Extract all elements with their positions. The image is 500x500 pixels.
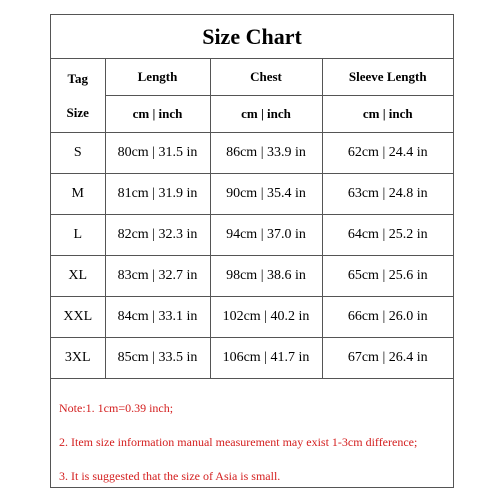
- sleeve-cell: 67cm | 26.4 in: [322, 338, 453, 379]
- sleeve-cell: 62cm | 24.4 in: [322, 133, 453, 174]
- chest-header: Chest: [210, 59, 322, 96]
- notes-section: [51, 385, 453, 489]
- chest-unit: cm | inch: [210, 96, 322, 133]
- length-cell: 84cm | 33.1 in: [105, 297, 210, 338]
- table-row: [51, 338, 453, 379]
- table-row: [51, 297, 453, 338]
- size-cell: S: [51, 133, 105, 174]
- chest-cell: 90cm | 35.4 in: [210, 174, 322, 215]
- header-row: [51, 59, 453, 96]
- size-cell: L: [51, 215, 105, 256]
- note-3: 3. It is suggested that the size of Asia is small.: [59, 469, 281, 483]
- size-cell: 3XL: [51, 338, 105, 379]
- note-2: 2. Item size information manual measurement may exist 1-3cm difference;: [59, 435, 418, 449]
- sleeve-cell: 66cm | 26.0 in: [322, 297, 453, 338]
- chest-cell: 86cm | 33.9 in: [210, 133, 322, 174]
- size-cell: XL: [51, 256, 105, 297]
- sleeve-length-header: Sleeve Length: [322, 59, 453, 96]
- length-header: Length: [105, 59, 210, 96]
- sleeve-cell: 63cm | 24.8 in: [322, 174, 453, 215]
- sleeve-unit: cm | inch: [322, 96, 453, 133]
- note-1: Note:1. 1cm=0.39 inch;: [59, 401, 174, 415]
- chest-cell: 98cm | 38.6 in: [210, 256, 322, 297]
- tag-label: Tag: [67, 70, 88, 86]
- size-table: [51, 59, 453, 379]
- size-cell: M: [51, 174, 105, 215]
- size-chart-frame: [50, 14, 454, 488]
- table-row: [51, 133, 453, 174]
- length-cell: 83cm | 32.7 in: [105, 256, 210, 297]
- size-cell: XXL: [51, 297, 105, 338]
- chest-cell: 94cm | 37.0 in: [210, 215, 322, 256]
- length-cell: 80cm | 31.5 in: [105, 133, 210, 174]
- chest-cell: 106cm | 41.7 in: [210, 338, 322, 379]
- length-unit: cm | inch: [105, 96, 210, 133]
- chart-title: Size Chart: [51, 15, 453, 59]
- length-cell: 82cm | 32.3 in: [105, 215, 210, 256]
- sleeve-cell: 64cm | 25.2 in: [322, 215, 453, 256]
- sleeve-cell: 65cm | 25.6 in: [322, 256, 453, 297]
- size-label: Size: [66, 104, 89, 120]
- length-cell: 85cm | 33.5 in: [105, 338, 210, 379]
- chest-cell: 102cm | 40.2 in: [210, 297, 322, 338]
- tag-size-header: [51, 59, 105, 133]
- length-cell: 81cm | 31.9 in: [105, 174, 210, 215]
- table-row: [51, 215, 453, 256]
- table-row: [51, 174, 453, 215]
- table-row: [51, 256, 453, 297]
- units-row: [51, 96, 453, 133]
